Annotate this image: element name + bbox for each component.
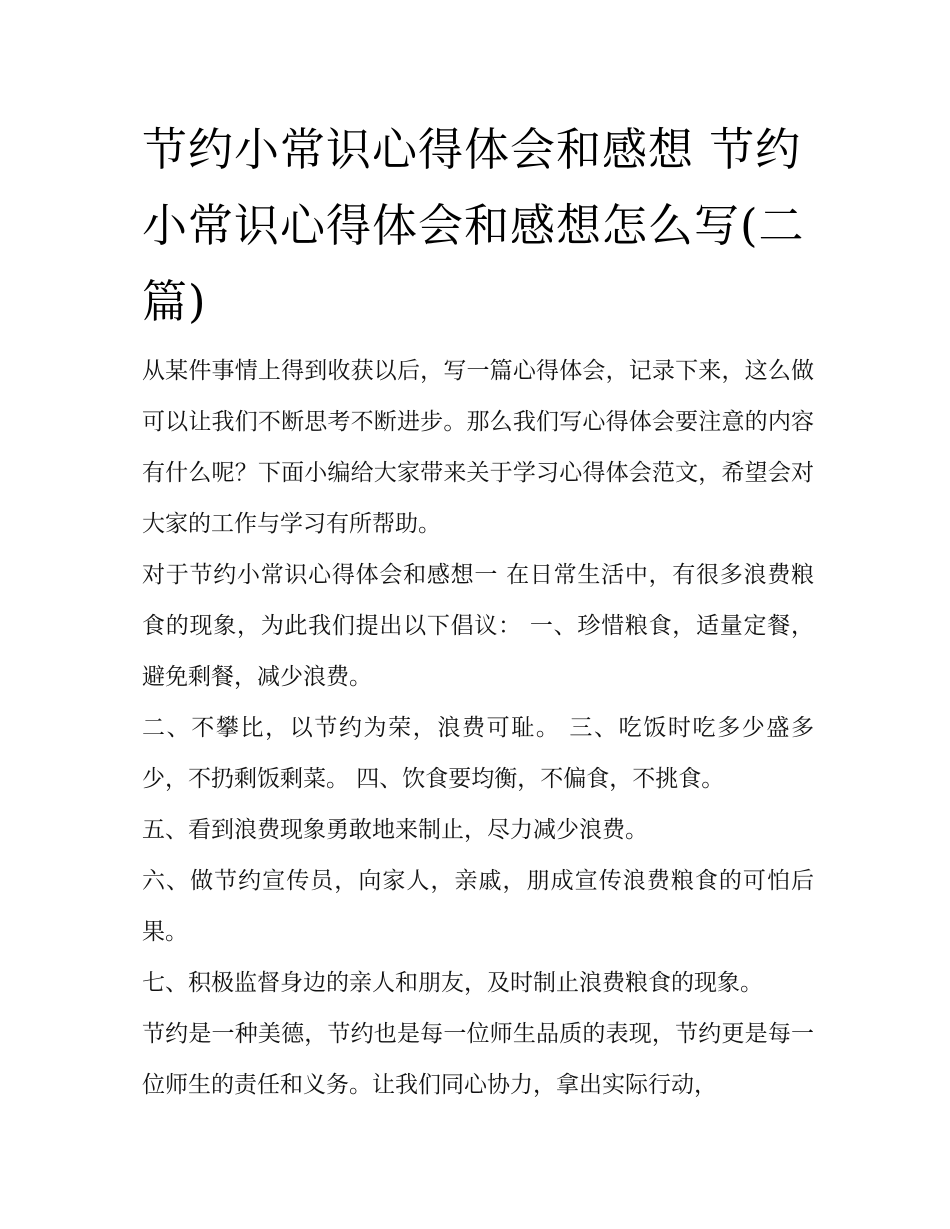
paragraph-proposal-1: 对于节约小常识心得体会和感想一 在日常生活中，有很多浪费粮食的现象，为此我们提出以下倡议： 一、珍惜粮食，适量定餐，避免剩餐，减少浪费。 [142,562,814,690]
paragraph-proposal-2-4: 二、不攀比，以节约为荣，浪费可耻。 三、吃饭时吃多少盛多少，不扔剩饭剩菜。 四、饮食要均衡，不偏食，不挑食。 [142,715,814,792]
paragraph-intro: 从某件事情上得到收获以后，写一篇心得体会，记录下来，这么做可以让我们不断思考不断进步。那么我们写心得体会要注意的内容有什么呢？下面小编给大家带来关于学习心得体会范文，希望会对大家的工作与学习有所帮助。 [142,358,814,537]
document-title: 节约小常识心得体会和感想 节约小常识心得体会和感想怎么写(二篇) [142,123,805,328]
paragraph-proposal-7: 七、积极监督身边的亲人和朋友，及时制止浪费粮食的现象。 [142,970,763,996]
document-page [142,112,814,1111]
paragraph-closing: 节约是一种美德，节约也是每一位师生品质的表现，节约更是每一位师生的责任和义务。让我们同心协力，拿出实际行动， [142,1021,814,1098]
document-body [142,346,814,1111]
paragraph-proposal-5: 五、看到浪费现象勇敢地来制止，尽力减少浪费。 [142,817,648,843]
paragraph-proposal-6: 六、做节约宣传员，向家人，亲戚，朋成宣传浪费粮食的可怕后果。 [142,868,814,945]
